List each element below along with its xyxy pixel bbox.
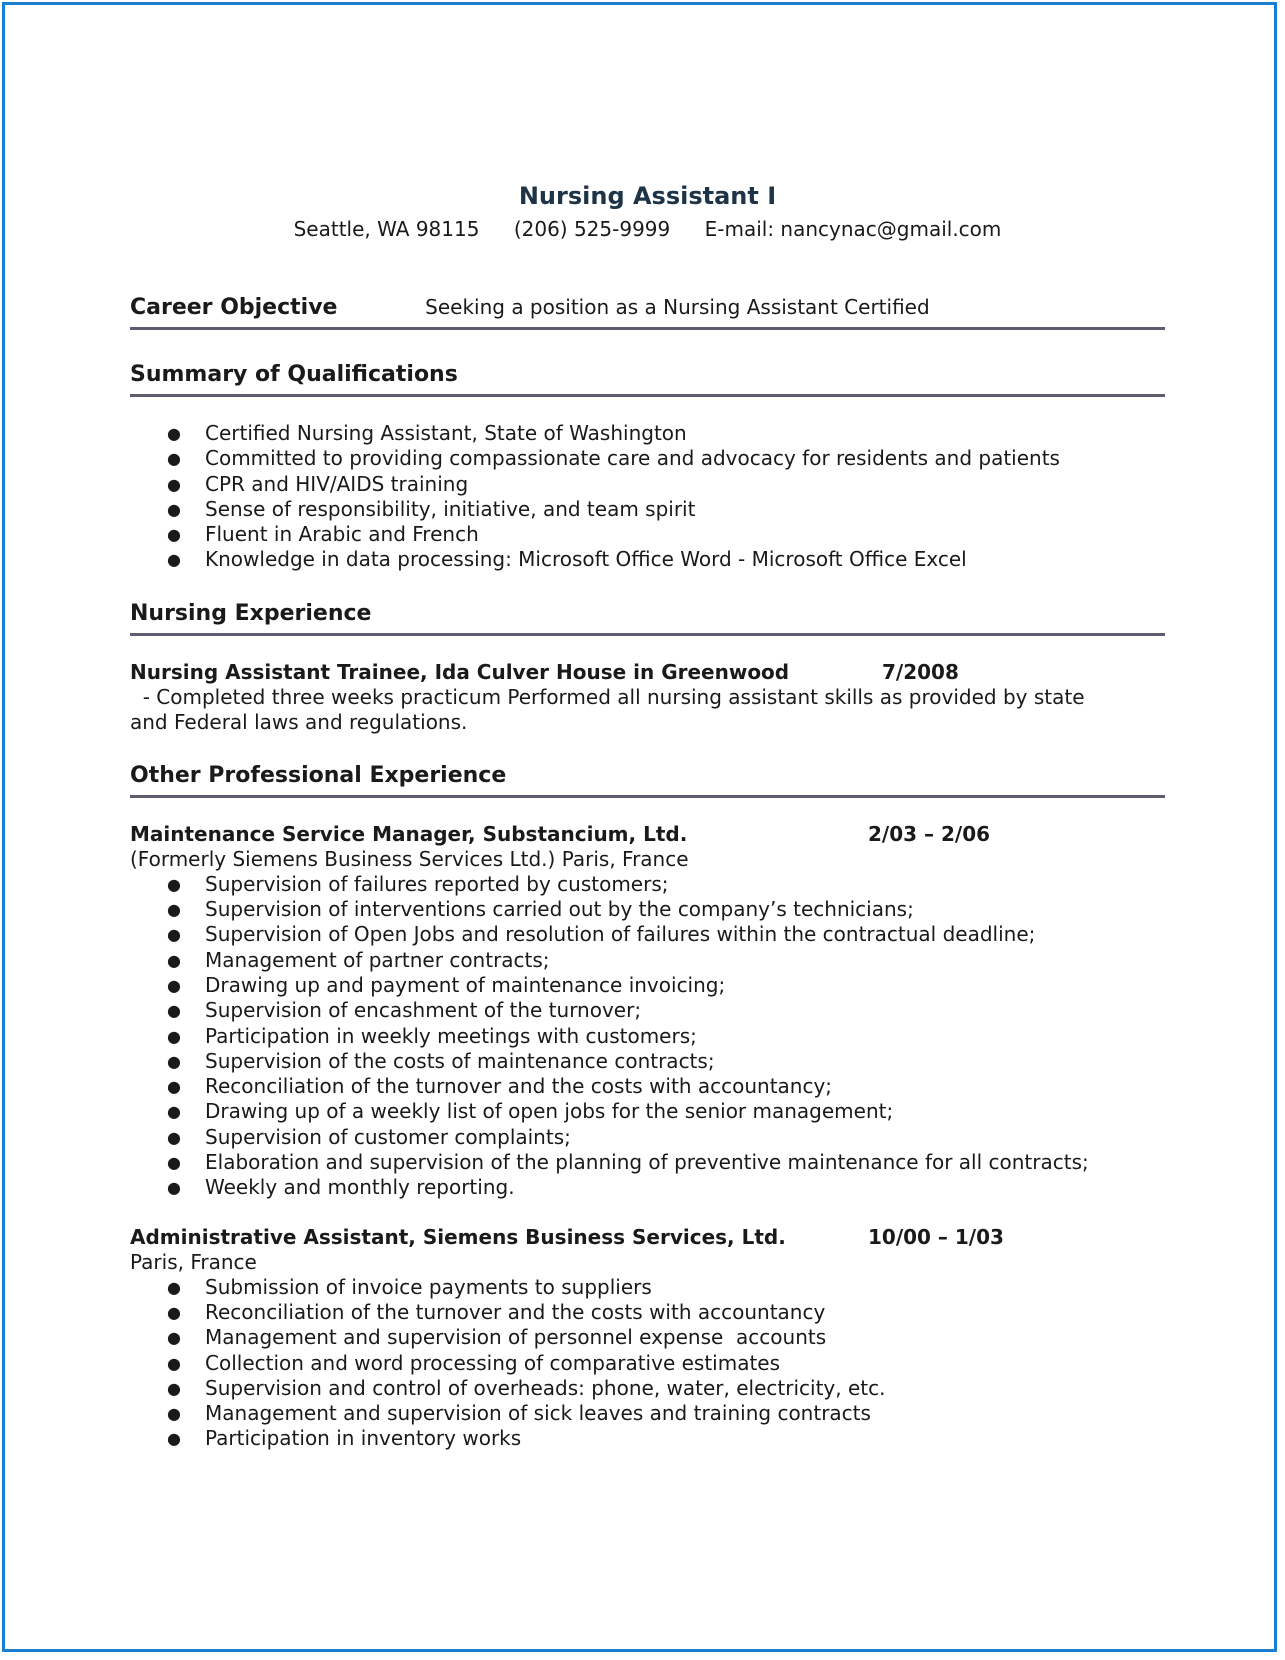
list-item: ● Reconciliation of the turnover and the costs with accountancy; [167, 1074, 833, 1099]
list-item: ● Participation in weekly meetings with customers; [167, 1023, 697, 1048]
job2-date: 10/00 – 1/03 [868, 1224, 1004, 1249]
page-frame [2, 2, 1277, 1652]
list-item: ● Supervision of interventions carried out by the company’s technicians; [167, 897, 914, 922]
career-objective-section [130, 292, 1165, 330]
list-item: ● Supervision of failures reported by customers; [167, 871, 669, 896]
list-item: ● Supervision of the costs of maintenance contracts; [167, 1048, 715, 1073]
list-item: ● Management and supervision of sick leaves and training contracts [167, 1401, 871, 1426]
list-item: ● Committed to providing compassionate care and advocacy for residents and patients [167, 446, 1060, 471]
resume-document [130, 180, 1165, 1452]
list-item: ● Supervision of customer complaints; [167, 1124, 571, 1149]
resume-title: Nursing Assistant I [518, 182, 777, 210]
bullet-icon: ● [167, 499, 181, 519]
bullet-icon: ● [167, 950, 181, 970]
list-item: ● Submission of invoice payments to suppliers [167, 1274, 652, 1299]
job2-subtitle: Paris, France [130, 1249, 257, 1274]
nursing-job-header [130, 660, 1165, 685]
list-item: ● CPR and HIV/AIDS training [167, 471, 469, 496]
nursing-experience-heading: Nursing Experience [130, 599, 1165, 636]
bullet-icon: ● [167, 1378, 181, 1398]
list-item: ● Supervision of Open Jobs and resolution of failures within the contractual deadline; [167, 922, 1036, 947]
list-item: ● Elaboration and supervision of the planning of preventive maintenance for all contracts; [167, 1150, 1089, 1175]
job1-header [130, 822, 1165, 847]
list-item: ● Supervision of encashment of the turnover; [167, 998, 642, 1023]
job1-date: 2/03 – 2/06 [868, 821, 991, 846]
bullet-icon: ● [167, 424, 181, 443]
bullet-icon: ● [167, 1001, 181, 1021]
list-item: ● Knowledge in data processing: Microsoft Office Word - Microsoft Office Excel [167, 547, 967, 572]
list-item: ● Management of partner contracts; [167, 947, 550, 972]
other-experience-heading: Other Professional Experience [130, 761, 1165, 798]
list-item: ● Reconciliation of the turnover and the costs with accountancy [167, 1299, 826, 1324]
bullet-icon: ● [167, 1153, 181, 1173]
bullet-icon: ● [167, 550, 181, 570]
list-item: ● Participation in inventory works [167, 1426, 522, 1451]
bullet-icon: ● [167, 525, 181, 545]
bullet-icon: ● [167, 1102, 181, 1122]
contact-email: E-mail: nancynac@gmail.com [704, 217, 1002, 241]
job2-header [130, 1225, 1165, 1250]
nursing-job-title: Nursing Assistant Trainee, Ida Culver House in Greenwood [130, 659, 790, 684]
list-item: ● Certified Nursing Assistant, State of Washington [167, 421, 687, 445]
bullet-icon: ● [167, 1404, 181, 1424]
list-item: ● Management and supervision of personnel expense accounts [167, 1325, 827, 1350]
qualifications-heading: Summary of Qualifications [130, 360, 1165, 397]
career-objective-heading: Career Objective [130, 295, 338, 320]
job1-title: Maintenance Service Manager, Substancium, Ltd. [130, 821, 688, 846]
job1-duties-list [130, 872, 1165, 1201]
bullet-icon: ● [167, 925, 181, 945]
contact-phone: (206) 525-9999 [513, 217, 671, 241]
list-item: ● Collection and word processing of comparative estimates [167, 1350, 781, 1375]
bullet-icon: ● [167, 1178, 181, 1198]
list-item: ● Drawing up of a weekly list of open jobs for the senior management; [167, 1099, 894, 1124]
career-objective-text: Seeking a position as a Nursing Assistant Certified [425, 295, 930, 319]
nursing-job-desc-line2: and Federal laws and regulations. [130, 709, 468, 734]
bullet-icon: ● [167, 1026, 181, 1046]
job1-subtitle: (Formerly Siemens Business Services Ltd.) Paris, France [130, 846, 689, 871]
list-item: ● Sense of responsibility, initiative, and team spirit [167, 496, 696, 521]
bullet-icon: ● [167, 1328, 181, 1348]
job2-title: Administrative Assistant, Siemens Business Services, Ltd. [130, 1224, 786, 1249]
list-item: ● Supervision and control of overheads: phone, water, electricity, etc. [167, 1375, 886, 1400]
bullet-icon: ● [167, 474, 181, 494]
bullet-icon: ● [167, 1302, 181, 1322]
bullet-icon: ● [167, 1429, 181, 1449]
nursing-job-date: 7/2008 [882, 659, 959, 684]
contact-location: Seattle, WA 98115 [293, 217, 480, 241]
bullet-icon: ● [167, 1127, 181, 1147]
list-item: ● Drawing up and payment of maintenance invoicing; [167, 972, 726, 997]
bullet-icon: ● [167, 900, 181, 920]
bullet-icon: ● [167, 874, 181, 894]
list-item: ● Weekly and monthly reporting. [167, 1175, 515, 1200]
bullet-icon: ● [167, 1077, 181, 1097]
contact-line [130, 216, 1165, 242]
nursing-job-desc-line1: - Completed three weeks practicum Performed all nursing assistant skills as provided by state [130, 684, 1085, 709]
bullet-icon: ● [167, 1277, 181, 1297]
qualifications-list [130, 421, 1165, 573]
bullet-icon: ● [167, 1353, 181, 1373]
bullet-icon: ● [167, 449, 181, 469]
bullet-icon: ● [167, 975, 181, 995]
list-item: ● Fluent in Arabic and French [167, 522, 479, 547]
job2-duties-list [130, 1275, 1165, 1452]
bullet-icon: ● [167, 1051, 181, 1071]
